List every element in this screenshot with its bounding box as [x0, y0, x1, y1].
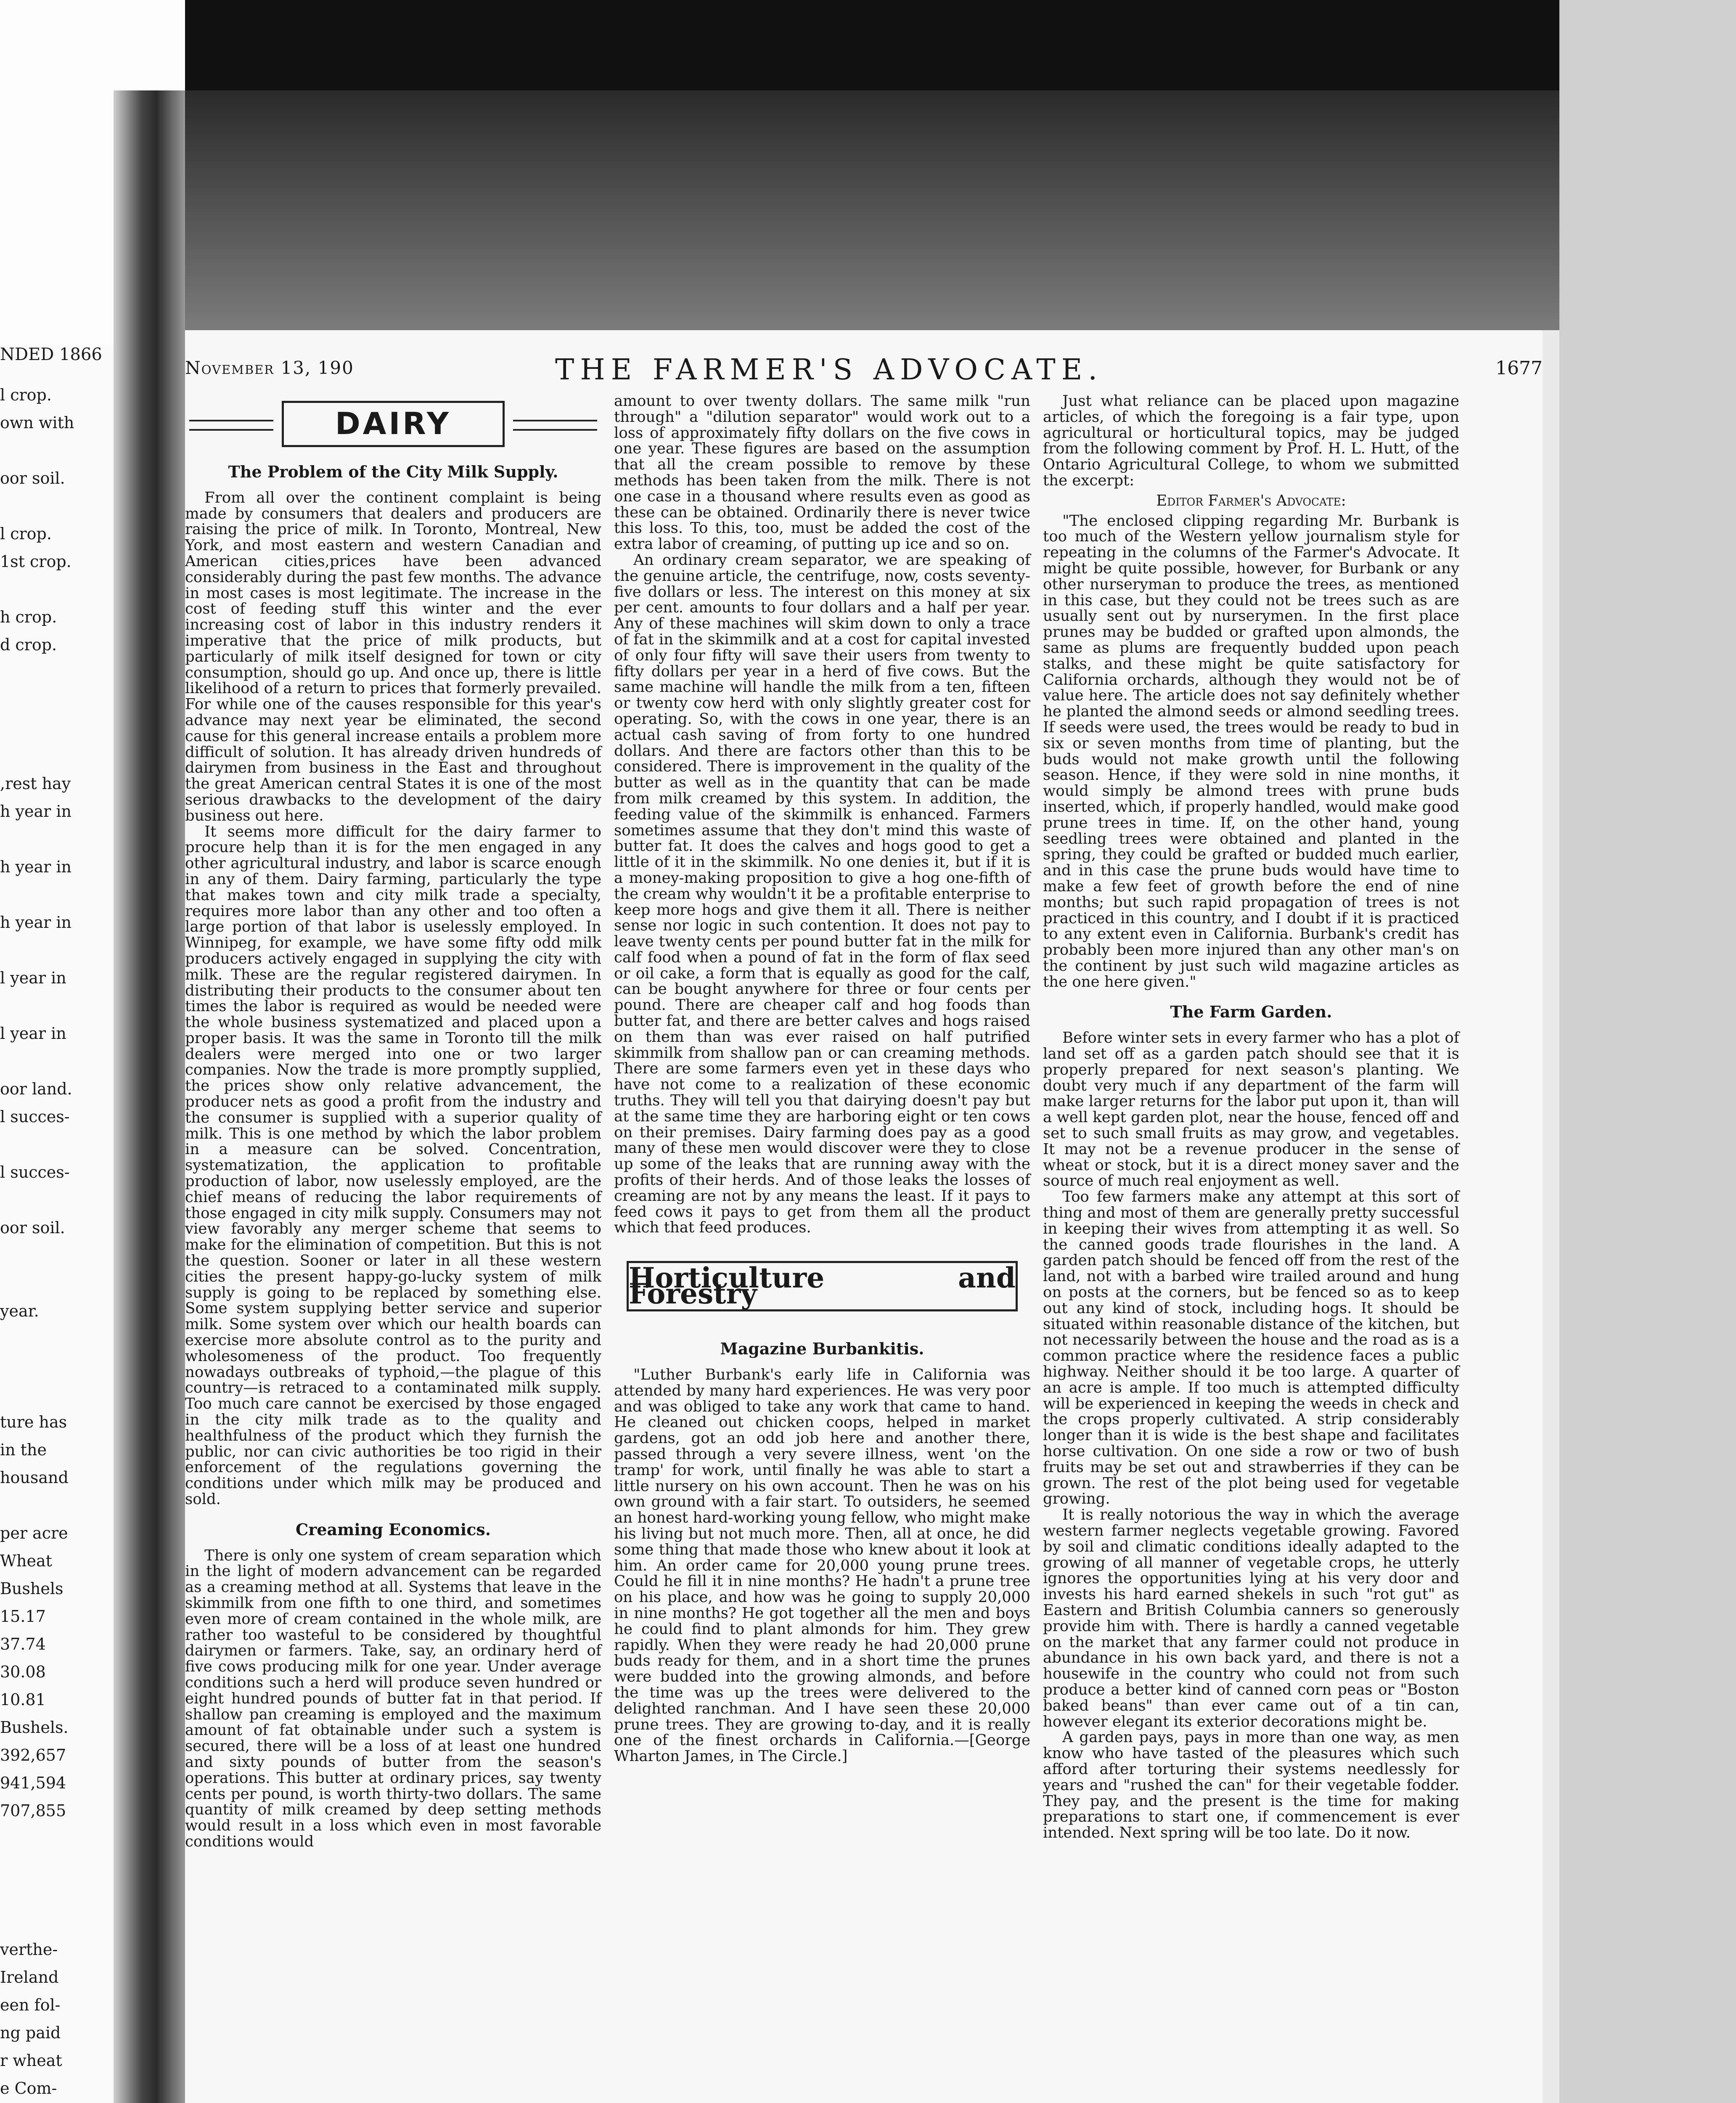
facing-page-line: in the	[0, 1441, 47, 1459]
facing-page-line: housand	[0, 1468, 69, 1487]
facing-page-line: h year in	[0, 913, 72, 932]
article-body-burbank-comment	[1043, 393, 1459, 489]
facing-page-line	[0, 492, 114, 520]
dairy-department-banner	[282, 401, 505, 447]
paragraph: amount to over twenty dollars. The same milk "run through" a "dilution separator" would work out to a loss of approximately fifty dollars on the five cows in one year. These figures are based on the assumption that all the cream possible to remove by these methods has been taken from the milk. There is not one case in a thousand where results even as good as these can be obtained. Ordinarily there is never twice this loss. To this, too, must be added the cost of the extra labor of creaming, of putting up ice and so on.	[614, 392, 1030, 553]
dairy-department-label: DAIRY	[335, 406, 451, 442]
facing-page-line	[0, 992, 114, 1020]
facing-page-line	[0, 742, 114, 770]
article-body-creaming-continued	[614, 393, 1030, 1236]
article-title-milk-supply: The Problem of the City Milk Supply.	[228, 462, 558, 481]
horticulture-department-label: Horticulture and Forestry	[629, 1261, 1016, 1311]
scan-top-border	[0, 0, 1736, 90]
facing-page-line: 37.74	[0, 1635, 46, 1653]
facing-page-line: h crop.	[0, 608, 57, 626]
facing-page-header: NDED 1866	[0, 345, 102, 364]
facing-page-line	[0, 1047, 114, 1075]
facing-page-line: ng paid	[0, 2024, 61, 2042]
paragraph: "Luther Burbank's early life in California was attended by many hard experiences. He was very poor and was obliged to take any work that came to hand. He cleaned out chicken coops, helped in market gardens, got an odd job here and another there, passed through a very severe illness, went 'on the tramp' for work, until finally he was able to start a little nursery on his own account. Then he was on his own ground with a fair start. To outsiders, he seemed an honest hard-working young fellow, who might make his living but not much more. Then, all at once, he did some thing that made those who knew about it look at him. An order came for 20,000 young prune trees. Could he fill it in nine months? He hadn't a prune tree on his place, and how was he going to supply 20,000 in nine months? He got together all the men and boys he could find to plant almonds for him. They grew rapidly. When they were ready he had 20,000 prune buds ready for them, and in a short time the prunes were budded into the growing almonds, and before the time was up the trees were delivered to the delighted ranchman. And I have seen these 20,000 prune trees. They are growing to-day, and it is really one of the finest orchards in California.—[George Wharton James, in The Circle.]	[614, 1366, 1030, 1765]
article-title-burbankitis: Magazine Burbankitis.	[720, 1339, 924, 1359]
facing-page-line: e Com-	[0, 2079, 57, 2098]
editor-salutation: Editor Farmer's Advocate:	[1156, 492, 1346, 509]
facing-page-line: 392,657	[0, 1746, 66, 1764]
article-body-farm-garden	[1043, 1030, 1459, 1841]
facing-page-line: 15.17	[0, 1607, 46, 1626]
facing-page-line	[0, 1908, 114, 1936]
facing-page-line: l crop.	[0, 386, 52, 404]
paragraph: Before winter sets in every farmer who has a plot of land set off as a garden patch should see that it is properly prepared for next season's planting. We doubt very much if any department of the farm will make larger returns for the labor put upon it, than will a well kept garden plot, near the house, fenced off and set to such small fruits as may grow, and vegetables. It may not be a revenue producer in the sense of wheat or stock, but it is a direct money saver and the source of much real enjoyment as well.	[1043, 1029, 1459, 1190]
facing-page-line	[0, 1325, 114, 1353]
facing-page-line: d crop.	[0, 636, 57, 654]
facing-page-line: een fol-	[0, 1996, 61, 2014]
facing-page-line	[0, 1131, 114, 1158]
facing-page-line: own with	[0, 413, 74, 432]
paragraph: From all over the continent complaint is being made by consumers that dealers and producers are raising the price of milk. In Toronto, Montreal, New York, and most eastern and western Canadian and American cities,prices have been advanced considerably during the past few months. The advance in most cases is most legitimate. The increase in the cost of feeding stuff this winter and the ever increasing cost of labor in this industry renders it imperative that the price of milk products, but particularly of milk itself designed for town or city consumption, should go up. And once up, there is little likelihood of a return to prices that formerly prevailed. For while one of the causes responsible for this year's advance may next year be eliminated, the second cause for this general increase entails a problem more difficult of solution. It has already driven hundreds of dairymen from business in the East and throughout the great American central States it is one of the most serious drawbacks to the development of the dairy business out here.	[185, 489, 601, 824]
facing-page-line: Bushels	[0, 1579, 64, 1598]
facing-page-line	[0, 825, 114, 853]
facing-page-line	[0, 936, 114, 964]
book-gutter-shadow	[114, 90, 185, 2103]
publication-title: THE FARMER'S ADVOCATE.	[555, 353, 1103, 387]
facing-page-line	[0, 1242, 114, 1269]
paragraph: A garden pays, pays in more than one way, as men know who have tasted of the pleasures which such afford after torturing their systems needlessly for years and "rushed the can" for their vegetable fodder. They pay, and the present is the time for making preparations to start one, if commencement is ever intended. Next spring will be too late. Do it now.	[1043, 1729, 1459, 1842]
facing-page-line: 941,594	[0, 1774, 66, 1792]
facing-page-line: l year in	[0, 1024, 66, 1043]
facing-page-line	[0, 437, 114, 464]
scan-shadow-band	[185, 90, 1559, 330]
facing-page-fragment	[0, 345, 114, 2103]
paragraph: It seems more difficult for the dairy farmer to procure help than it is for the men engaged in any other agricultural industry, and labor is scarce enough in any of them. Dairy farming, particularly the type that makes town and city milk trade a specialty, requires more labor than any other and too often a large portion of that labor is uselessly employed. In Winnipeg, for example, we have some fifty odd milk producers actively engaged in supplying the city with milk. These are the regular registered dairymen. In distributing their products to the consumer about ten times the labor is required as would be needed were the whole business systematized and placed upon a proper basis. It was the same in Toronto till the milk dealers were merged into one or two larger companies. Now the trade is more promptly supplied, the prices show only relative advancement, the producer nets as good a profit from the industry and the consumer is supplied with a superior quality of milk. This is one method by which the labor problem in a measure can be solved. Concentration, systematization, the application to profitable production of labor, now uselessly employed, are the chief means of reducing the labor requirements of those engaged in city milk supply. Consumers may not view favorably any merger scheme that seems to make for the elimination of competition. But this is not the question. Sooner or later in all these western cities the present happy-go-lucky system of milk supply is going to be replaced by something else. Some system supplying better service and superior milk. Some system over which our health boards can exercise more absolute control as to the purity and wholesomeness of the product. Too frequently nowadays outbreaks of typhoid,—the plague of this country—is retraced to a contaminated milk supply. Too much care cannot be exercised by those engaged in the city milk trade as to the quality and healthfulness of the product which they furnish the public, nor can civic authorities be too rigid in their enforcement of the regulations governing the conditions under which milk may be produced and sold.	[185, 823, 601, 1508]
article-body-creaming-economics	[185, 1548, 601, 1850]
article-title-creaming-economics: Creaming Economics.	[296, 1520, 491, 1539]
facing-page-line: h year in	[0, 802, 72, 821]
issue-date: November 13, 190	[185, 358, 354, 378]
facing-page-line	[0, 1380, 114, 1408]
facing-page-line	[0, 575, 114, 603]
facing-page-line	[0, 686, 114, 714]
page-header	[185, 353, 1543, 387]
newspaper-page	[185, 330, 1543, 2103]
facing-page-line: per acre	[0, 1524, 68, 1542]
facing-page-line: Wheat	[0, 1552, 52, 1570]
page-number: 1677	[1495, 358, 1543, 379]
column-3	[1043, 393, 1459, 1841]
facing-page-line: verthe-	[0, 1940, 58, 1959]
article-body-milk-supply	[185, 490, 601, 1507]
facing-page-line: 10.81	[0, 1690, 46, 1709]
facing-page-line: oor land.	[0, 1080, 72, 1098]
facing-page-line: Ireland	[0, 1968, 59, 1986]
facing-page-line: r wheat	[0, 2051, 62, 2070]
facing-page-line	[0, 1186, 114, 1214]
article-body-burbank-letter	[1043, 513, 1459, 990]
article-body-burbankitis	[614, 1367, 1030, 1764]
facing-page-line: ,rest hay	[0, 774, 71, 793]
facing-page-line	[0, 659, 114, 686]
facing-page-line: l year in	[0, 969, 66, 987]
facing-page-line: l succes-	[0, 1163, 70, 1181]
facing-page-line: oor soil.	[0, 469, 65, 487]
facing-page-line	[0, 881, 114, 908]
facing-page-line	[0, 1353, 114, 1380]
article-title-farm-garden: The Farm Garden.	[1170, 1002, 1332, 1022]
facing-page-line	[0, 1825, 114, 1852]
horticulture-department-banner	[627, 1261, 1018, 1311]
facing-page-line: 1st crop.	[0, 552, 71, 571]
facing-page-line	[0, 1852, 114, 1880]
paragraph: There is only one system of cream separation which in the light of modern advancement can be regarded as a creaming method at all. Systems that leave in the skimmilk from one fifth to one third, and sometimes even more of cream contained in the whole milk, are rather too wasteful to be considered by thoughtful dairymen or farmers. Take, say, an ordinary herd of five cows producing milk for one year. Under average conditions such a herd will produce seven hundred or eight hundred pounds of butter fat in that period. If shallow pan creaming is employed and the maximum amount of fat obtainable under such a system is secured, there will be a loss of at least one hundred and sixty pounds of butter from the season's operations. This butter at ordinary prices, say twenty cents per pound, is worth thirty-two dollars. The same quantity of milk creamed by deep setting methods would result in a loss which even in most favorable conditions would	[185, 1547, 601, 1850]
facing-page-lines	[0, 381, 114, 2103]
paragraph: An ordinary cream separator, we are speaking of the genuine article, the centrifuge, now, costs seventy-five dollars or less. The interest on this money at six per cent. amounts to four dollars and a half per year. Any of these machines will skim down to only a trace of fat in the skimmilk and at a cost for capital invested of only four fifty will save their users from twenty to fifty dollars per year in a herd of five cows. But the same machine will handle the milk from a ten, fifteen or twenty cow herd with only slightly greater cost for operating. So, with the cows in one year, there is an actual cash saving of from forty to one hundred dollars. And there are factors other than this to be considered. There is improvement in the quality of the butter as well as in the quantity that can be made from milk creamed by this system. In addition, the feeding value of the skimmilk is enhanced. Farmers sometimes assume that they don't mind this waste of butter fat. It does the calves and hogs good to get a little of it in the skimmilk. No one denies it, but if it is a money-making proposition to give a hog one-fifth of the cream why wouldn't it be a profitable enterprise to keep more hogs and give them it all. There is neither sense nor logic in such contention. It does not pay to leave twenty cents per pound butter fat in the milk for calf food when a pound of fat in the form of flax seed or oil cake, a form that is equally as good for the calf, can be bought anywhere for three or four cents per pound. There are cheaper calf and hog foods than butter fat, and there are better calves and hogs raised on them than was ever raised on half putrified skimmilk from shallow pan or can creaming methods. There are some farmers even yet in these days who have not come to a realization of these economic truths. They will tell you that dairying doesn't pay but at the same time they are harboring eight or ten cows on their premises. Dairy farming does pay as a good many of these men would discover were they to close up some of the leaks that are running away with the profits of their herds. And of those leaks the losses of creaming are not by any means the least. If it pays to feed cows it pays to get from them all the product which that feed produces.	[614, 551, 1030, 1237]
paragraph: It is really notorious the way in which the average western farmer neglects vegetable growing. Favored by soil and climatic conditions ideally adapted to the growing of all manner of vegetable crops, he utterly ignores the opportunities lying at his very door and invests his hard earned shekels in such "rot gut" as Eastern and British Columbia canners so generously provide him with. There is hardly a canned vegetable on the market that any farmer could not produce in abundance in his own back yard, and there is not a housewife in the country who could not from such produce a better kind of canned corn peas or "Boston baked beans" than ever came out of a tin can, however elegant its exterior decorations might be.	[1043, 1506, 1459, 1730]
facing-page-line: year.	[0, 1302, 39, 1320]
facing-page-line: 30.08	[0, 1663, 46, 1681]
facing-page-line: l crop.	[0, 524, 52, 543]
facing-page-line: Bushels.	[0, 1718, 69, 1737]
facing-page-line: 707,855	[0, 1801, 66, 1820]
column-2	[614, 393, 1030, 1764]
facing-page-line	[0, 714, 114, 742]
facing-page-line: l succes-	[0, 1107, 70, 1126]
scan-right-margin	[1559, 0, 1736, 2103]
facing-page-line: h year in	[0, 858, 72, 876]
facing-page-line: oor soil.	[0, 1218, 65, 1237]
paragraph: "The enclosed clipping regarding Mr. Burbank is too much of the Western yellow journalism style for repeating in the columns of the Farmer's Advocate. It might be quite possible, however, for Burbank or any other nurseryman to produce the trees, as mentioned in this case, but they could not be trees such as are usually sent out by nurserymen. In the first place prunes may be budded or grafted upon almonds, the same as plums are frequently budded upon peach stalks, and these might be quite satisfactory for California orchards, although they would not be of value here. The article does not say definitely whether he planted the almond seeds or almond seedling trees. If seeds were used, the trees would be ready to bud in six or seven months from time of planting, but the buds would not make growth until the following season. Hence, if they were sold in nine months, it would simply be almond trees with prune buds inserted, which, if properly handled, would make good prune trees in time. If, on the other hand, young seedling trees were obtained and planted in the spring, they could be grafted or budded much earlier, and in this case the prune buds would have time to make a few feet of growth before the end of nine months; but such rapid propagation of trees is not practiced in this country, and I doubt if it is practiced to any extent even in California. Burbank's credit has probably been more injured than any other man's on the continent by just such wild magazine articles as the one here given."	[1043, 512, 1459, 991]
facing-page-line	[0, 1269, 114, 1297]
facing-page-line: ture has	[0, 1413, 67, 1431]
paragraph: Too few farmers make any attempt at this sort of thing and most of them are generally pretty successful in keeping their wives from attempting it as well. So the canned goods trade flourishes in the land. A garden patch should be fenced off from the rest of the land, not with a barbed wire trailed around and hung on posts at the corners, but be fenced so as to keep out any kind of stock, including hogs. It should be situated within reasonable distance of the kitchen, but not necessarily between the house and the road as is a common practice where the residence faces a public highway. Neither should it be too large. A quarter of an acre is ample. If too much is attempted difficulty will be experienced in keeping the weeds in check and the crops properly cultivated. A strip considerably longer than it is wide is the best shape and facilitates horse cultivation. On one side a row or two of bush fruits may be set out and strawberries if they can be grown. The rest of the plot being used for vegetable growing.	[1043, 1188, 1459, 1508]
column-1	[185, 393, 601, 1850]
facing-page-line	[0, 1491, 114, 1519]
paragraph: Just what reliance can be placed upon magazine articles, of which the foregoing is a fair type, upon agricultural or horticultural topics, may be judged from the following comment by Prof. H. L. Hutt, of the Ontario Agricultural College, to whom we submitted the excerpt:	[1043, 392, 1459, 489]
facing-page-line	[0, 1880, 114, 1908]
